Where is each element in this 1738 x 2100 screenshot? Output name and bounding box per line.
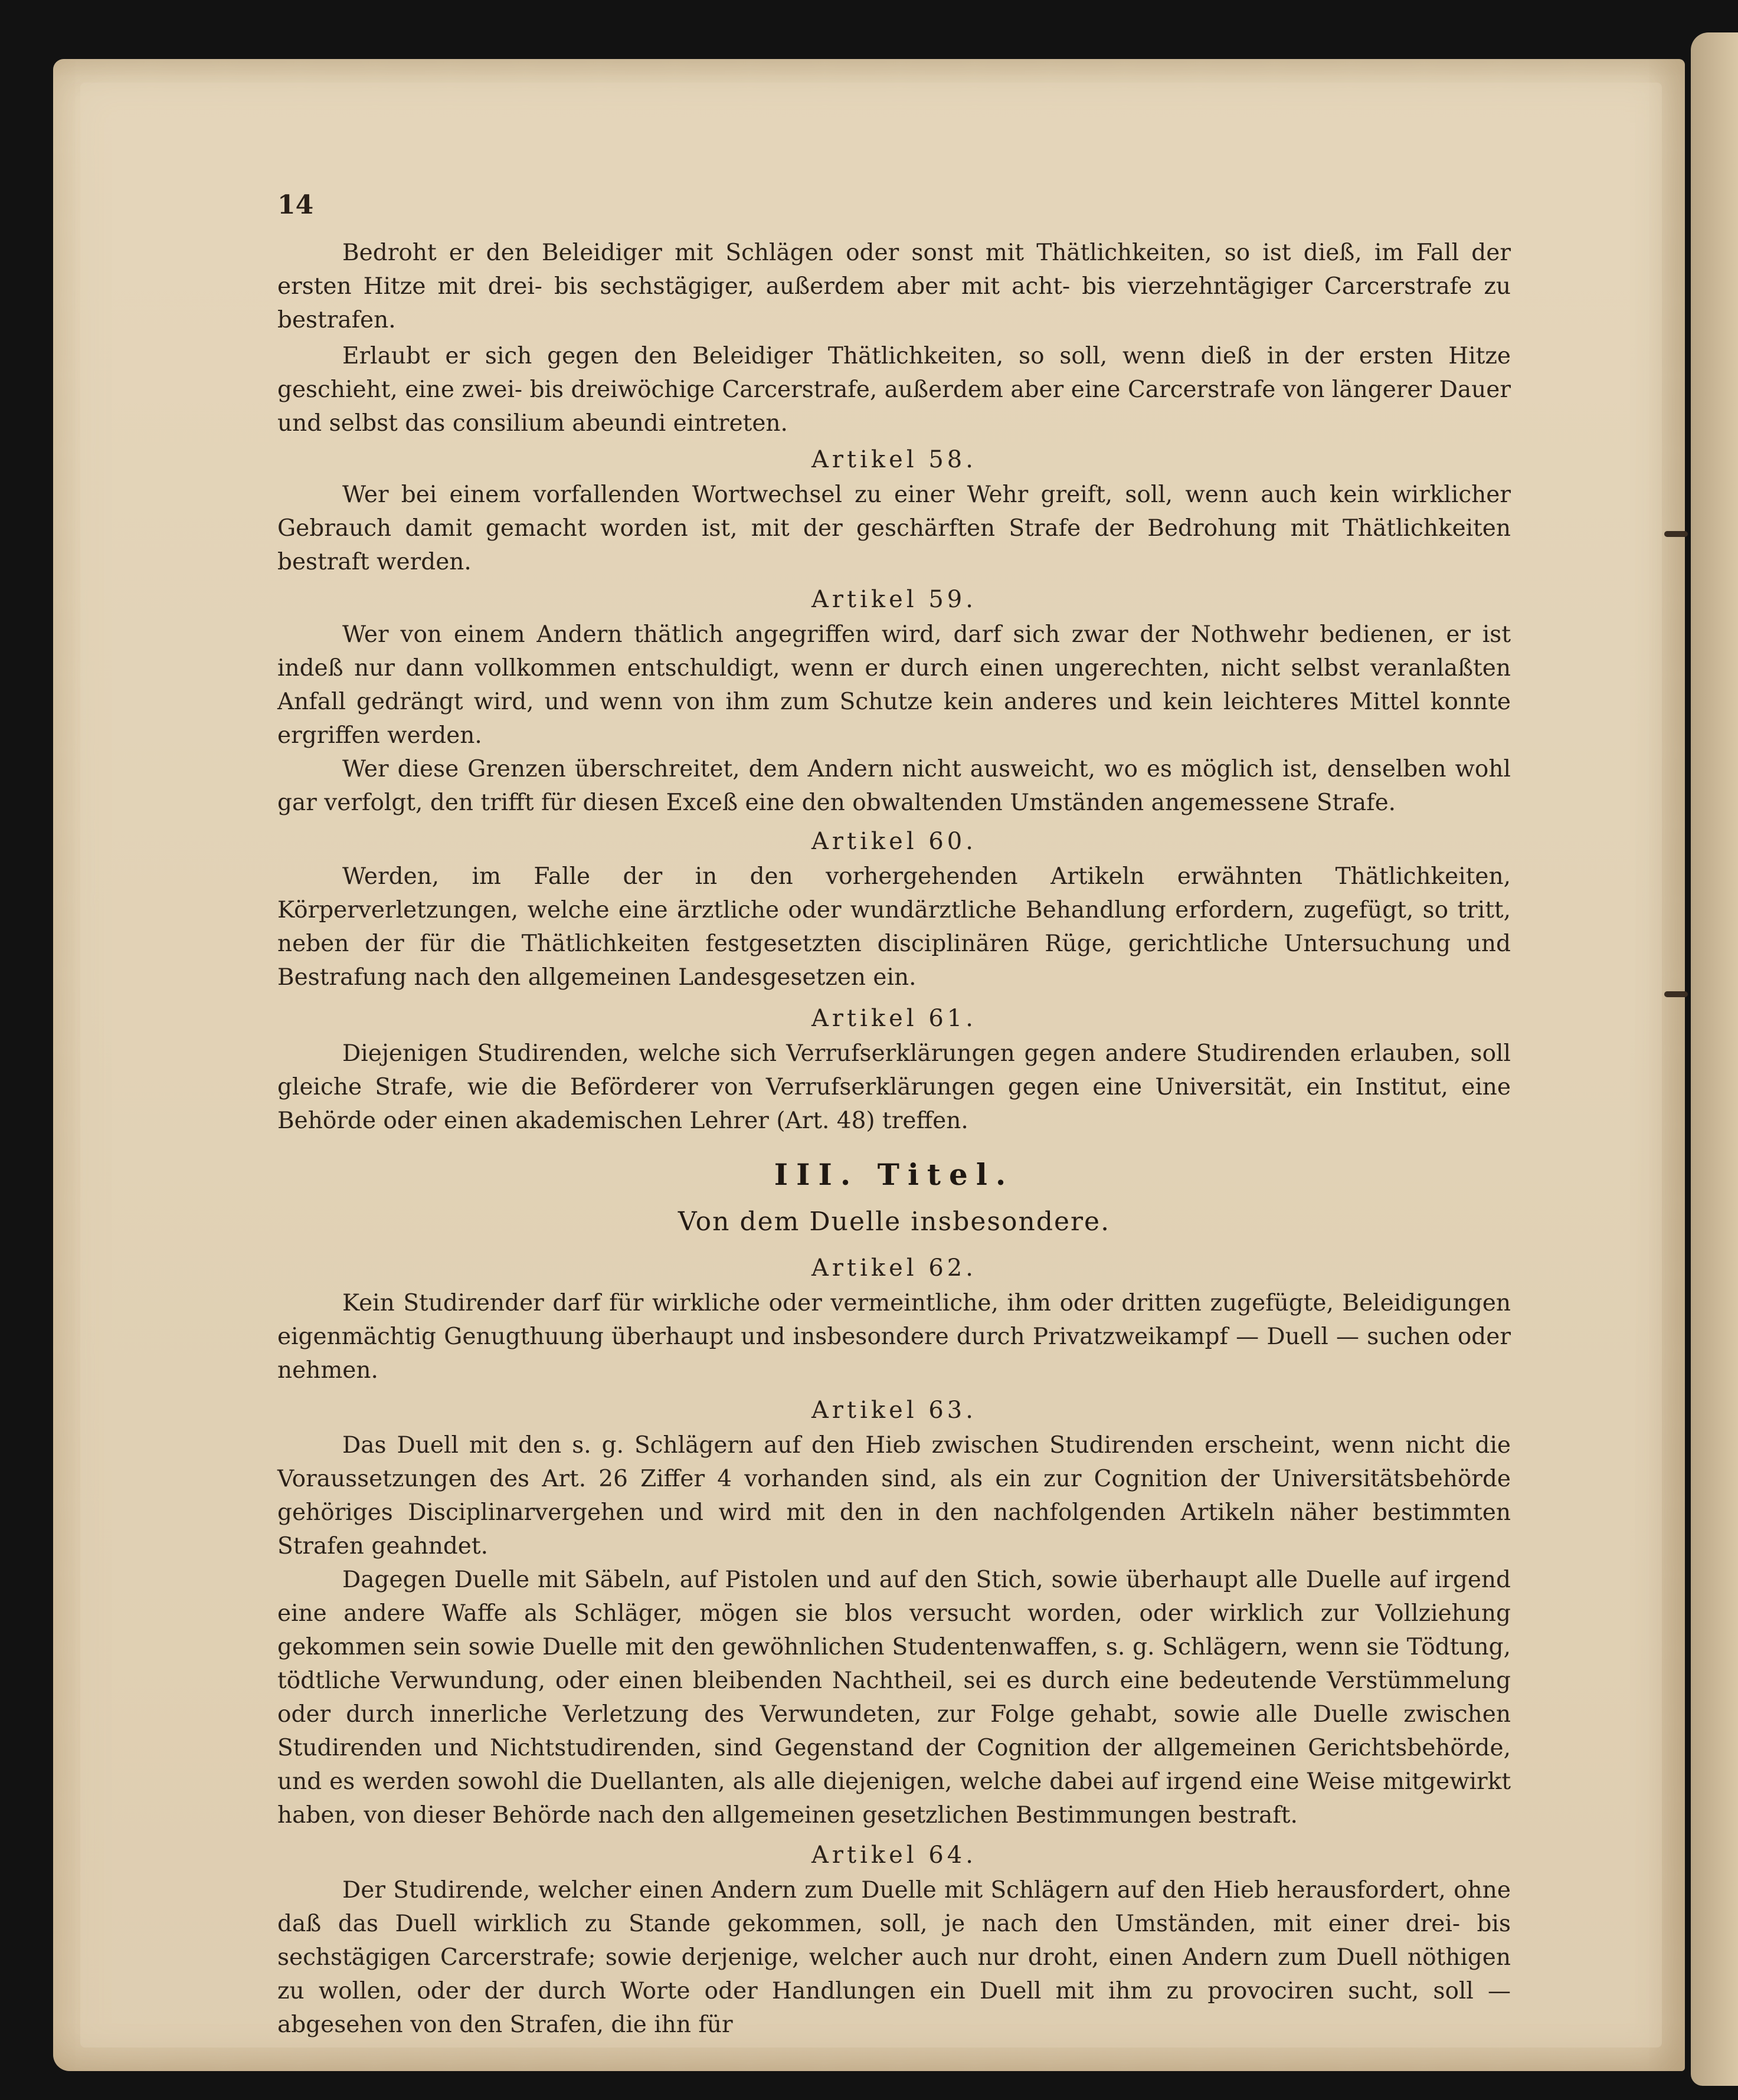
page-number: 14 xyxy=(277,190,314,220)
article-heading: Artikel 59. xyxy=(811,586,977,613)
paragraph: Bedroht er den Beleidiger mit Schlägen oder sonst mit Thätlichkeiten, so ist dieß, im Fall der ersten Hitze mit drei- bis sechstägiger, außerdem aber mit acht- bis vierzehntägiger Carcerstrafe zu bestrafen. xyxy=(277,240,1511,333)
paragraph: Diejenigen Studirenden, welche sich Verrufserklärungen gegen andere Studirenden erlauben, soll gleiche Strafe, wie die Beförderer von Verrufserklärungen gegen eine Universität, ein Institut, eine Behörde oder einen akademischen Lehrer (Art. 48) treffen. xyxy=(277,1040,1511,1134)
article-heading: Artikel 63. xyxy=(811,1397,977,1424)
paragraph: Das Duell mit den s. g. Schlägern auf den Hieb zwischen Studirenden erscheint, wenn nicht die Voraussetzungen des Art. 26 Ziffer 4 vorhanden sind, als ein zur Cognition der Universitätsbehörde gehöriges Disciplinarvergehen und wird mit den in den nachfolgenden Artikeln näher bestimmten Strafen geahndet. xyxy=(277,1432,1511,1560)
paragraph: Dagegen Duelle mit Säbeln, auf Pistolen und auf den Stich, sowie überhaupt alle Duelle auf irgend eine andere Waffe als Schläger, mögen sie blos versucht worden, oder wirklich zur Vollziehung gekommen sein sowie Duelle mit den gewöhnlichen Studentenwaffen, s. g. Schlägern, wenn sie Tödtung, tödtliche Verwundung, oder einen bleibenden Nachtheil, sei es durch eine bedeutende Verstümmelung oder durch innerliche Verletzung des Verwundeten, zur Folge gehabt, sowie alle Duelle zwischen Studirenden und Nichtstudirenden, sind Gegenstand der Cognition der allgemeinen Gerichtsbehörde, und es werden sowohl die Duellanten, als alle diejenigen, welche dabei auf irgend eine Weise mitgewirkt haben, von dieser Behörde nach den allgemeinen gesetzlichen Bestimmungen bestraft. xyxy=(277,1567,1511,1829)
paragraph: Wer von einem Andern thätlich angegriffen wird, darf sich zwar der Nothwehr bedienen, er ist indeß nur dann vollkommen entschuldigt, wenn er durch einen ungerechten, nicht selbst veranlaßten Anfall gedrängt wird, und wenn von ihm zum Schutze kein anderes und kein leichteres Mittel konnte ergriffen werden. xyxy=(277,621,1511,749)
paragraph: Erlaubt er sich gegen den Beleidiger Thätlichkeiten, so soll, wenn dieß in der ersten Hitze geschieht, eine zwei- bis dreiwöchige Carcerstrafe, außerdem aber eine Carcerstrafe von längerer Dauer und selbst das consilium abeundi eintreten. xyxy=(277,343,1511,437)
article-heading: Artikel 61. xyxy=(811,1005,977,1032)
paragraph: Werden, im Falle der in den vorhergehenden Artikeln erwähnten Thätlichkeiten, Körperverletzungen, welche eine ärztliche oder wundärztliche Behandlung erfordern, zugefügt, so tritt, neben der für die Thätlichkeiten festgesetzten disciplinären Rüge, gerichtliche Untersuchung und Bestrafung nach den allgemeinen Landesgesetzen ein. xyxy=(277,863,1511,991)
text-group-top xyxy=(277,236,1511,2042)
article-heading: Artikel 62. xyxy=(811,1254,977,1282)
adjacent-page-edge xyxy=(1691,32,1738,2086)
section-title: III. Titel. xyxy=(774,1157,1014,1192)
paragraph: Kein Studirender darf für wirkliche oder vermeintliche, ihm oder dritten zugefügte, Beleidigungen eigenmächtig Genugthuung überhaupt und insbesondere durch Privatzweikampf — Duell — suchen oder nehmen. xyxy=(277,1290,1511,1384)
article-heading: Artikel 64. xyxy=(811,1842,977,1869)
article-heading: Artikel 58. xyxy=(811,446,977,473)
paragraph: Wer bei einem vorfallenden Wortwechsel zu einer Wehr greift, soll, wenn auch kein wirklicher Gebrauch damit gemacht worden ist, mit der geschärften Strafe der Bedrohung mit Thätlichkeiten bestraft werden. xyxy=(277,481,1511,575)
paragraph: Wer diese Grenzen überschreitet, dem Andern nicht ausweicht, wo es möglich ist, denselben wohl gar verfolgt, den trifft für diesen Exceß eine den obwaltenden Umständen angemessene Strafe. xyxy=(277,756,1511,816)
binding-mark xyxy=(1664,991,1688,997)
section-subtitle: Von dem Duelle insbesondere. xyxy=(677,1207,1111,1237)
binding-mark xyxy=(1664,531,1688,537)
paragraph: Der Studirende, welcher einen Andern zum Duelle mit Schlägern auf den Hieb herausfordert, ohne daß das Duell wirklich zu Stande gekommen, soll, je nach den Umständen, mit einer drei- bis sechstägigen Carcerstrafe; sowie derjenige, welcher auch nur droht, einen Andern zum Duell nöthigen zu wollen, oder der durch Worte oder Handlungen ein Duell mit ihm zu provociren sucht, soll — abgesehen von den Strafen, die ihn für xyxy=(277,1877,1511,2038)
article-heading: Artikel 60. xyxy=(811,828,977,855)
